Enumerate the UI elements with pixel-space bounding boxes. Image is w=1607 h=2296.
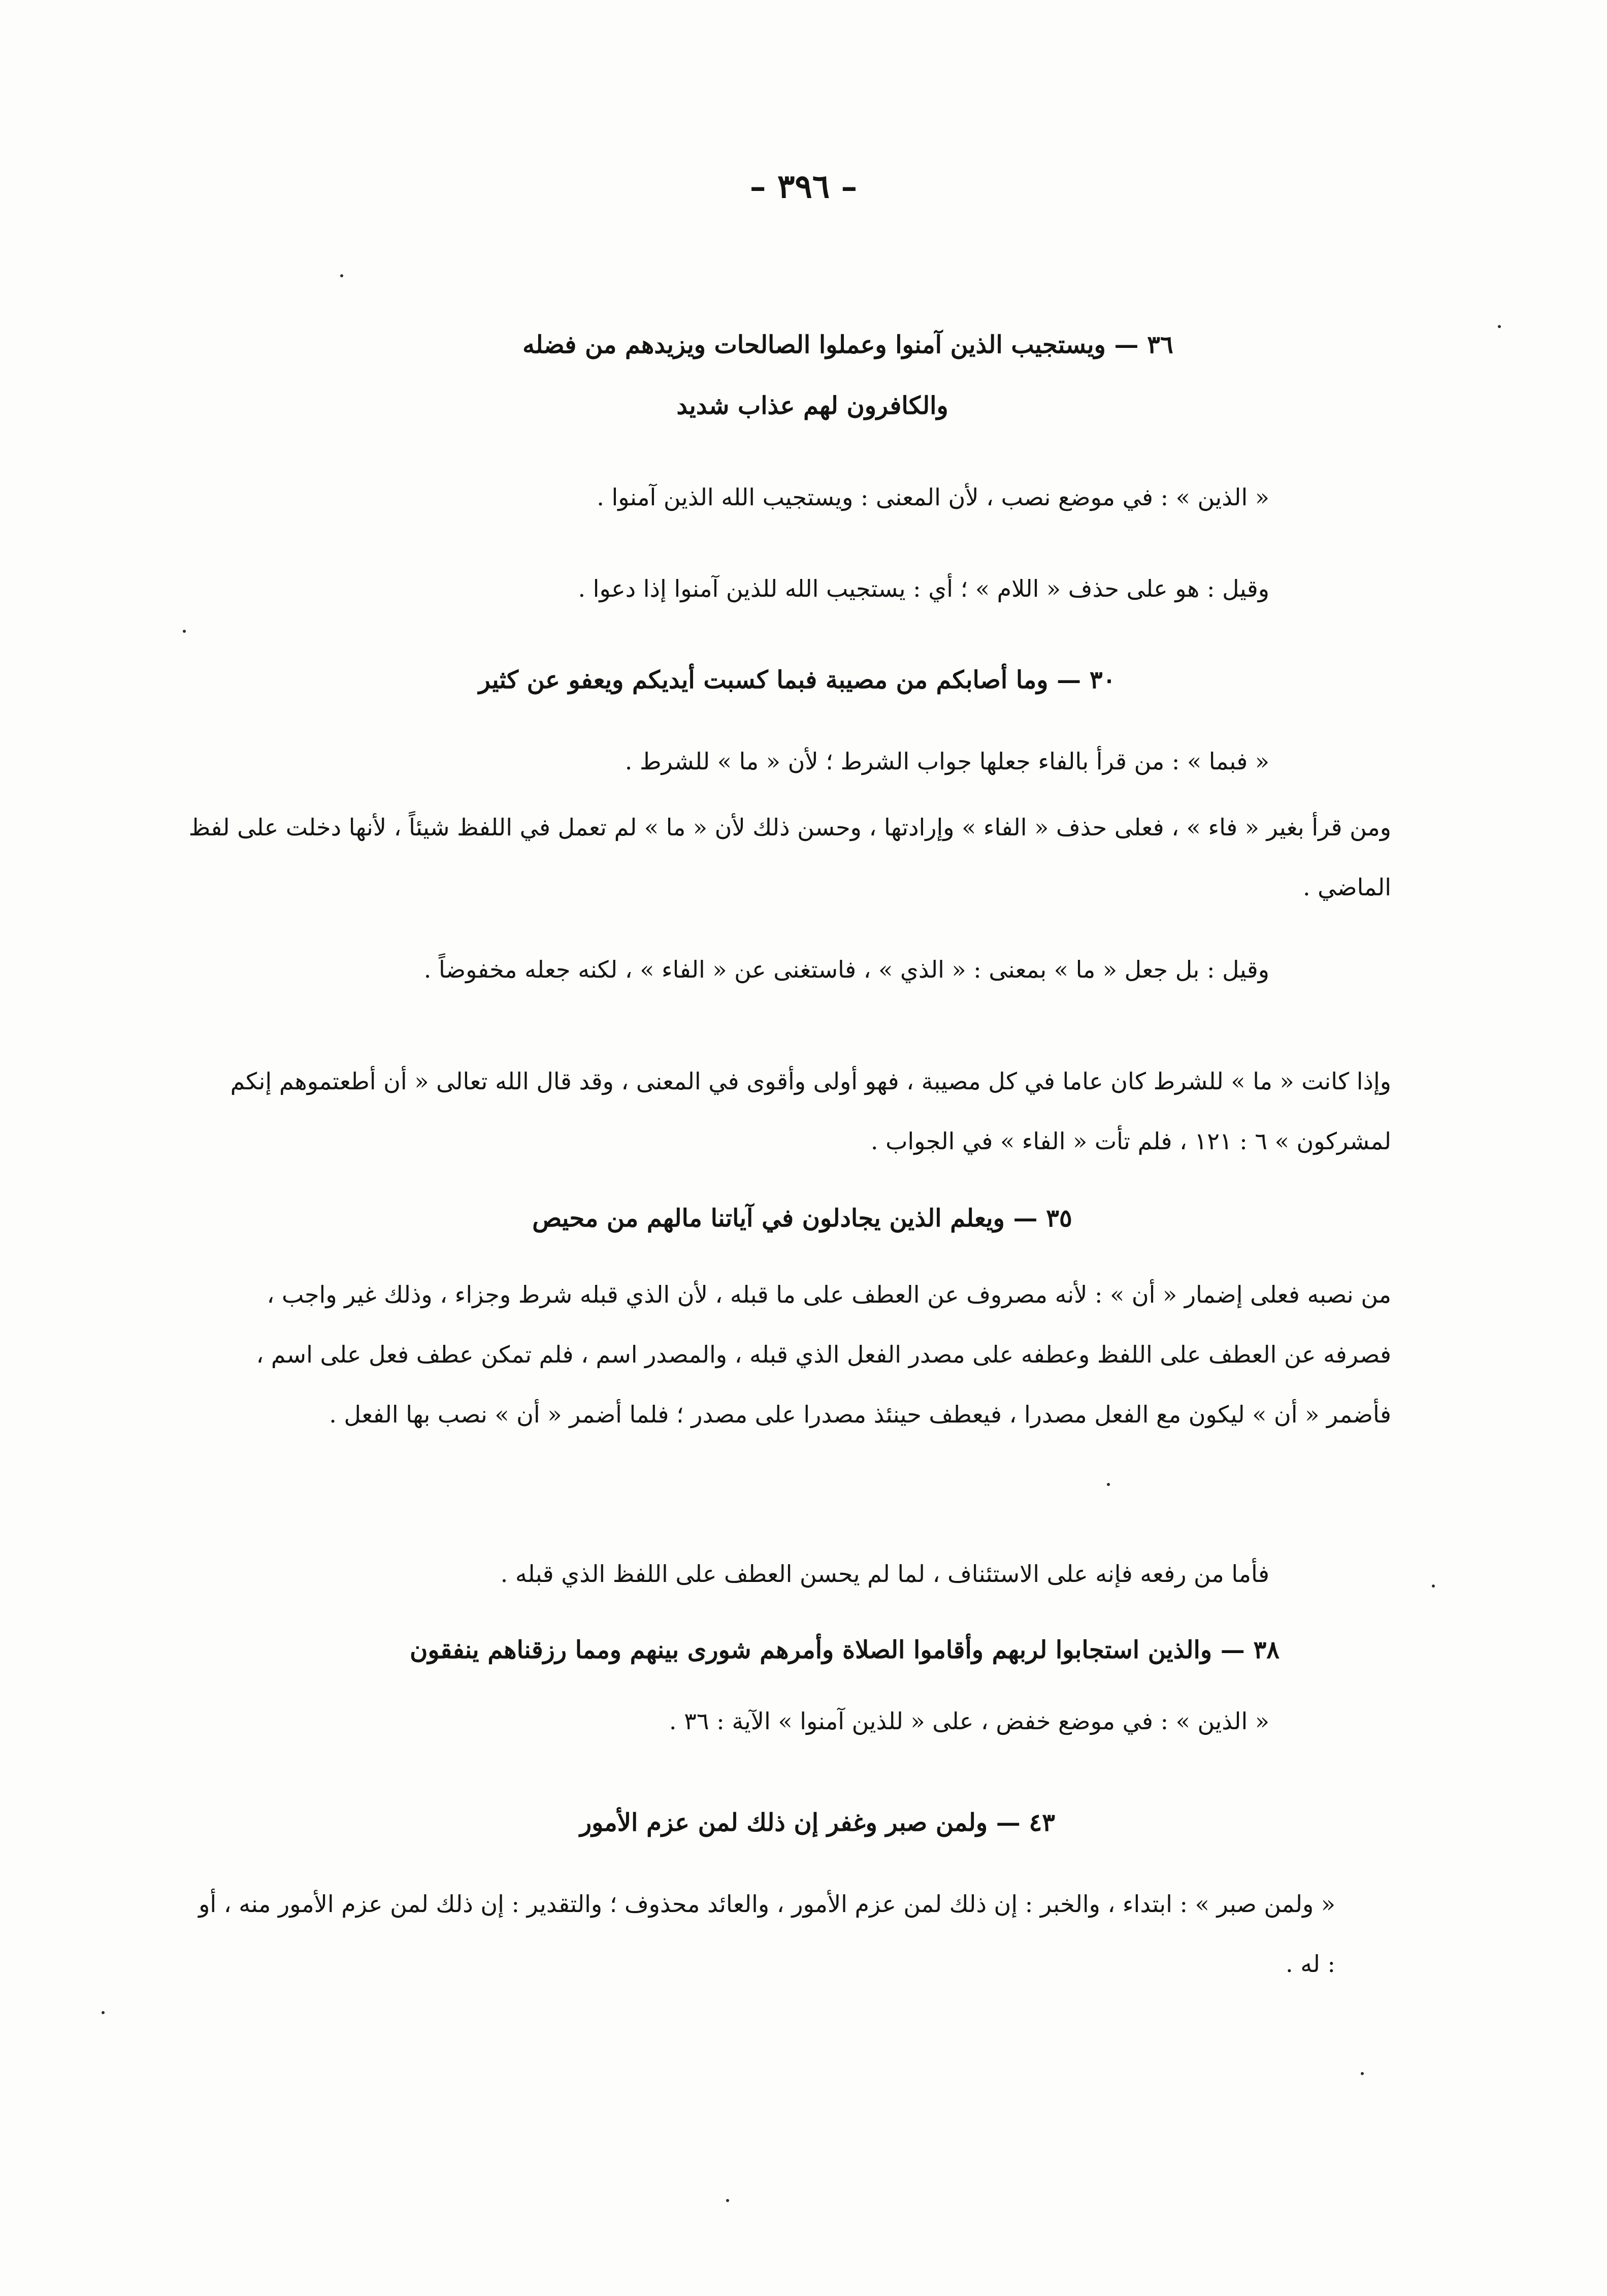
paragraph-43-a: « ولمن صبر » : ابتداء ، والخبر : إن ذلك لمن عزم الأمور ، والعائد محذوف ؛ والتقدير : إن ذلك لمن عزم الأمور منه ، أو : له . bbox=[199, 1890, 1335, 1978]
scan-speck bbox=[726, 2199, 729, 2202]
scan-speck bbox=[340, 274, 343, 277]
paragraph-35-a: من نصبه فعلى إضمار « أن » : لأنه مصروف عن العطف على ما قبله ، لأن الذي قبله شرط وجزاء ، وذلك غير واجب ، فصرفه عن العطف على اللفظ وعطفه على مصدر الفعل الذي قبله ، والمصدر اسم ، فلم تمكن عطف فعل على اسم ، فأضمر « أن » ليكون مع الفعل مصدرا ، فيعطف حينئذ مصدرا على مصدر ؛ فلما أضمر « أن » نصب بها الفعل . bbox=[256, 1281, 1391, 1428]
scan-speck bbox=[1361, 2072, 1364, 2075]
scan-speck bbox=[1107, 1483, 1110, 1486]
verse-38: ٣٨ — والذين استجابوا لربهم وأقاموا الصلاة وأمرهم شورى بينهم ومما رزقناهم ينفقون bbox=[410, 1636, 1280, 1664]
page-number: – ٣٩٦ – bbox=[749, 168, 858, 206]
scan-speck bbox=[1498, 325, 1501, 328]
paragraph-36-b: وقيل : هو على حذف « اللام » ؛ أي : يستجيب الله للذين آمنوا إذا دعوا . bbox=[578, 575, 1269, 602]
paragraph-30-c: وقيل : بل جعل « ما » بمعنى : « الذي » ، فاستغنى عن « الفاء » ، لكنه جعله مخفوضاً . bbox=[423, 956, 1269, 983]
scan-speck bbox=[183, 630, 186, 633]
verse-43: ٤٣ — ولمن صبر وغفر إن ذلك لمن عزم الأمور bbox=[579, 1808, 1056, 1837]
scan-speck bbox=[1432, 1584, 1435, 1588]
paragraph-38-a: « الذين » : في موضع خفض ، على « للذين آمنوا » الآية : ٣٦ . bbox=[669, 1707, 1269, 1735]
paragraph-30-a: « فبما » : من قرأ بالفاء جعلها جواب الشرط ؛ لأن « ما » للشرط . bbox=[625, 748, 1269, 775]
paragraph-30-d: وإذا كانت « ما » للشرط كان عاما في كل مصيبة ، فهو أولى وأقوى في المعنى ، وقد قال الله تعالى « أن أطعتموهم إنكم لمشركون » ٦ : ١٢١ ، فلم تأت « الفاء » في الجواب . bbox=[230, 1068, 1391, 1155]
scan-speck bbox=[102, 2011, 105, 2014]
paragraph-36-a: « الذين » : في موضع نصب ، لأن المعنى : ويستجيب الله الذين آمنوا . bbox=[597, 483, 1269, 511]
paragraph-35-b: فأما من رفعه فإنه على الاستئناف ، لما لم يحسن العطف على اللفظ الذي قبله . bbox=[500, 1560, 1269, 1588]
verse-35: ٣٥ — ويعلم الذين يجادلون في آياتنا مالهم من محيص bbox=[532, 1204, 1072, 1233]
verse-36-line2: والكافرون لهم عذاب شديد bbox=[676, 392, 948, 420]
paragraph-30-b: ومن قرأ بغير « فاء » ، فعلى حذف « الفاء » وإرادتها ، وحسن ذلك لأن « ما » لم تعمل في اللفظ شيئاً ، لأنها دخلت على لفظ الماضي . bbox=[188, 814, 1391, 901]
verse-30: ٣٠ — وما أصابكم من مصيبة فبما كسبت أيديكم ويعفو عن كثير bbox=[478, 666, 1116, 694]
verse-36-line1: ٣٦ — ويستجيب الذين آمنوا وعملوا الصالحات ويزيدهم من فضله bbox=[522, 331, 1173, 359]
